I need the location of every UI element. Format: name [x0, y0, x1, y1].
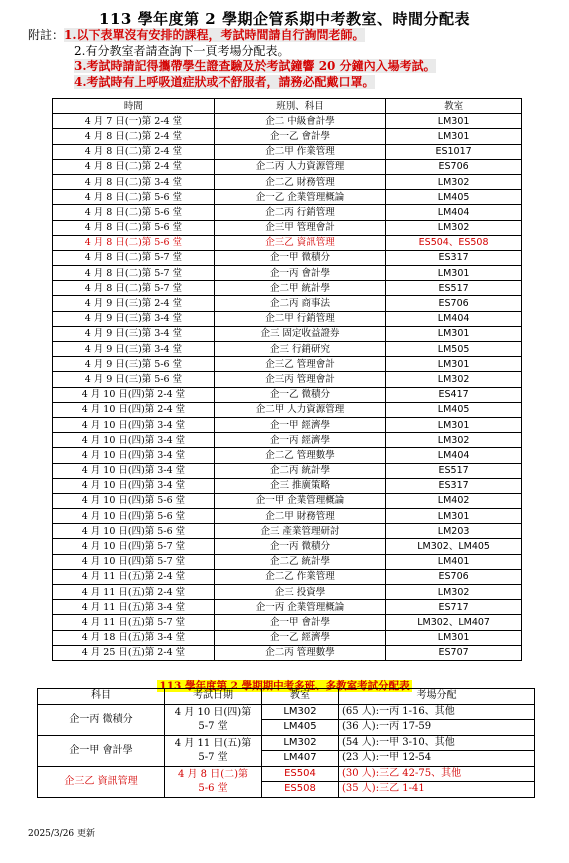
class-subject-cell: 企三丙 管理會計: [214, 372, 385, 387]
sub-date-cell: [165, 704, 262, 735]
sub-assignment-cell: (54 人):一甲 3-10、其他: [339, 735, 535, 751]
table-row: [53, 493, 522, 508]
time-cell: 4 月 9 日(三)第 3-4 堂: [53, 342, 215, 357]
table-row: [53, 585, 522, 600]
sub-date-line-1: 4 月 8 日(二)第: [177, 768, 249, 780]
class-subject-cell: 企一乙 企業管理概論: [214, 190, 385, 205]
class-subject-cell: 企二乙 作業管理: [214, 569, 385, 584]
table-header-row: [53, 99, 522, 114]
room-cell: ES517: [386, 463, 522, 478]
note-2-text: 2.有分教室者請查詢下一頁考場分配表。: [74, 43, 290, 58]
header-room: 教室: [386, 99, 522, 114]
sub-date-line-2: 5-7 堂: [198, 720, 228, 732]
sub-subject-cell: 企一丙 微積分: [38, 704, 165, 735]
note-line-3: [28, 59, 436, 75]
table-row: [53, 524, 522, 539]
room-cell: LM301: [386, 326, 522, 341]
sub-room-cell: LM302: [262, 735, 339, 751]
sub-room-cell: ES504: [262, 766, 339, 782]
sub-date-line-1: 4 月 10 日(四)第: [174, 706, 252, 718]
sub-assignment-cell: (23 人):一甲 12-54: [339, 751, 535, 767]
table-row: [53, 554, 522, 569]
sub-title-text: 113 學年度第 2 學期期中考多班、多教室考試分配表: [159, 680, 410, 692]
time-cell: 4 月 10 日(四)第 3-4 堂: [53, 433, 215, 448]
room-cell: LM401: [386, 554, 522, 569]
room-cell: LM302: [386, 433, 522, 448]
class-subject-cell: 企二丙 管理數學: [214, 645, 385, 660]
table-row: [53, 129, 522, 144]
sub-header-room: 教室: [262, 689, 339, 705]
time-cell: 4 月 25 日(五)第 2-4 堂: [53, 645, 215, 660]
sub-date-line-2: 5-6 堂: [198, 782, 228, 794]
class-subject-cell: 企二丙 行銷管理: [214, 205, 385, 220]
table-row: [53, 569, 522, 584]
table-row: [53, 326, 522, 341]
table-row: [53, 114, 522, 129]
time-cell: 4 月 8 日(二)第 2-4 堂: [53, 159, 215, 174]
class-subject-cell: 企一甲 企業管理概論: [214, 493, 385, 508]
sub-table-row: [38, 766, 535, 782]
time-cell: 4 月 8 日(二)第 5-7 堂: [53, 266, 215, 281]
class-subject-cell: 企二丙 統計學: [214, 463, 385, 478]
room-cell: ES317: [386, 250, 522, 265]
table-row: [53, 220, 522, 235]
class-subject-cell: 企二 中級會計學: [214, 114, 385, 129]
room-cell: ES504、ES508: [386, 235, 522, 250]
time-cell: 4 月 8 日(二)第 5-7 堂: [53, 250, 215, 265]
time-cell: 4 月 7 日(一)第 2-4 堂: [53, 114, 215, 129]
table-row: [53, 281, 522, 296]
time-cell: 4 月 9 日(三)第 3-4 堂: [53, 326, 215, 341]
room-cell: ES517: [386, 281, 522, 296]
time-cell: 4 月 8 日(二)第 5-6 堂: [53, 220, 215, 235]
class-subject-cell: 企三 固定收益證券: [214, 326, 385, 341]
time-cell: 4 月 11 日(五)第 2-4 堂: [53, 569, 215, 584]
table-row: [53, 509, 522, 524]
class-subject-cell: 企三 投資學: [214, 585, 385, 600]
room-cell: LM404: [386, 205, 522, 220]
sub-subject-cell: 企三乙 資訊管理: [38, 766, 165, 797]
room-cell: LM301: [386, 266, 522, 281]
room-cell: LM302: [386, 220, 522, 235]
time-cell: 4 月 10 日(四)第 5-6 堂: [53, 509, 215, 524]
sub-assignment-cell: (65 人):一丙 1-16、其他: [339, 704, 535, 720]
table-row: [53, 296, 522, 311]
room-cell: ES317: [386, 478, 522, 493]
header-class-subject: 班別、科目: [214, 99, 385, 114]
room-cell: ES707: [386, 645, 522, 660]
sub-header-date: 考試日期: [165, 689, 262, 705]
room-cell: LM302、LM405: [386, 539, 522, 554]
exam-schedule-table: [52, 98, 522, 661]
class-subject-cell: 企三乙 管理會計: [214, 357, 385, 372]
class-subject-cell: 企二甲 行銷管理: [214, 311, 385, 326]
table-row: [53, 463, 522, 478]
notes-prefix: 附註：: [28, 28, 65, 42]
sub-header-assignment: 考場分配: [339, 689, 535, 705]
multi-room-body: [38, 704, 535, 797]
time-cell: 4 月 8 日(二)第 5-7 堂: [53, 281, 215, 296]
time-cell: 4 月 10 日(四)第 5-6 堂: [53, 493, 215, 508]
class-subject-cell: 企二乙 管理數學: [214, 448, 385, 463]
table-row: [53, 357, 522, 372]
class-subject-cell: 企二甲 作業管理: [214, 144, 385, 159]
table-row: [53, 174, 522, 189]
table-row: [53, 448, 522, 463]
class-subject-cell: 企三 產業管理研討: [214, 524, 385, 539]
sub-subject-cell: 企一甲 會計學: [38, 735, 165, 766]
class-subject-cell: 企二乙 統計學: [214, 554, 385, 569]
room-cell: LM505: [386, 342, 522, 357]
table-row: [53, 235, 522, 250]
class-subject-cell: 企三 推廣策略: [214, 478, 385, 493]
sub-room-cell: LM302: [262, 704, 339, 720]
table-row: [53, 266, 522, 281]
sub-room-cell: LM407: [262, 751, 339, 767]
sub-date-line-2: 5-7 堂: [198, 751, 228, 763]
header-time: 時間: [53, 99, 215, 114]
room-cell: LM301: [386, 417, 522, 432]
table-row: [53, 372, 522, 387]
class-subject-cell: 企二甲 財務管理: [214, 509, 385, 524]
room-cell: LM301: [386, 129, 522, 144]
table-row: [53, 600, 522, 615]
note-3-text: 3.考試時請記得攜帶學生證查驗及於考試鐘響 20 分鐘內入場考試。: [74, 59, 436, 73]
table-row: [53, 144, 522, 159]
room-cell: LM302: [386, 585, 522, 600]
multi-room-table: [37, 688, 535, 798]
class-subject-cell: 企二丙 人力資源管理: [214, 159, 385, 174]
table-row: [53, 645, 522, 660]
room-cell: LM404: [386, 448, 522, 463]
table-row: [53, 630, 522, 645]
class-subject-cell: 企一甲 經濟學: [214, 417, 385, 432]
class-subject-cell: 企二丙 商事法: [214, 296, 385, 311]
time-cell: 4 月 8 日(二)第 5-6 堂: [53, 205, 215, 220]
time-cell: 4 月 10 日(四)第 3-4 堂: [53, 417, 215, 432]
class-subject-cell: 企一乙 微積分: [214, 387, 385, 402]
time-cell: 4 月 8 日(二)第 5-6 堂: [53, 190, 215, 205]
table-row: [53, 342, 522, 357]
time-cell: 4 月 18 日(五)第 3-4 堂: [53, 630, 215, 645]
table-row: [53, 417, 522, 432]
class-subject-cell: 企三乙 資訊管理: [214, 235, 385, 250]
class-subject-cell: 企三 行銷研究: [214, 342, 385, 357]
sub-assignment-cell: (35 人):三乙 1-41: [339, 782, 535, 798]
time-cell: 4 月 10 日(四)第 2-4 堂: [53, 402, 215, 417]
table-row: [53, 539, 522, 554]
class-subject-cell: 企一丙 企業管理概論: [214, 600, 385, 615]
sub-date-line-1: 4 月 11 日(五)第: [174, 737, 252, 749]
sub-date-cell: [165, 766, 262, 797]
time-cell: 4 月 9 日(三)第 5-6 堂: [53, 372, 215, 387]
table-row: [53, 478, 522, 493]
update-date: 2025/3/26 更新: [28, 829, 96, 839]
room-cell: LM301: [386, 114, 522, 129]
note-line-4: [28, 75, 436, 91]
class-subject-cell: 企二甲 人力資源管理: [214, 402, 385, 417]
class-subject-cell: 企一乙 經濟學: [214, 630, 385, 645]
time-cell: 4 月 9 日(三)第 2-4 堂: [53, 296, 215, 311]
time-cell: 4 月 8 日(二)第 3-4 堂: [53, 174, 215, 189]
table-row: [53, 311, 522, 326]
time-cell: 4 月 8 日(二)第 2-4 堂: [53, 144, 215, 159]
room-cell: ES717: [386, 600, 522, 615]
sub-header-subject: 科目: [38, 689, 165, 705]
time-cell: 4 月 10 日(四)第 5-7 堂: [53, 554, 215, 569]
table-row: [53, 159, 522, 174]
sub-room-cell: ES508: [262, 782, 339, 798]
room-cell: LM301: [386, 630, 522, 645]
table-row: [53, 250, 522, 265]
note-line-1: [28, 28, 436, 44]
room-cell: LM405: [386, 190, 522, 205]
room-cell: LM301: [386, 509, 522, 524]
page-title: 113 學年度第 2 學期企管系期中考教室、時間分配表: [99, 10, 470, 28]
room-cell: ES1017: [386, 144, 522, 159]
class-subject-cell: 企一乙 會計學: [214, 129, 385, 144]
class-subject-cell: 企三甲 管理會計: [214, 220, 385, 235]
table-row: [53, 402, 522, 417]
time-cell: 4 月 10 日(四)第 3-4 堂: [53, 463, 215, 478]
class-subject-cell: 企一丙 經濟學: [214, 433, 385, 448]
sub-table-row: [38, 735, 535, 751]
time-cell: 4 月 8 日(二)第 5-6 堂: [53, 235, 215, 250]
class-subject-cell: 企二甲 統計學: [214, 281, 385, 296]
time-cell: 4 月 11 日(五)第 3-4 堂: [53, 600, 215, 615]
room-cell: LM405: [386, 402, 522, 417]
note-1-text: 1.以下表單沒有安排的課程，考試時間請自行詢問老師。: [64, 28, 365, 42]
time-cell: 4 月 10 日(四)第 5-6 堂: [53, 524, 215, 539]
room-cell: ES706: [386, 569, 522, 584]
time-cell: 4 月 10 日(四)第 3-4 堂: [53, 448, 215, 463]
exam-schedule-body: [53, 114, 522, 661]
sub-room-cell: LM405: [262, 720, 339, 736]
sub-table-row: [38, 704, 535, 720]
sub-assignment-cell: (30 人):三乙 42-75、其他: [339, 766, 535, 782]
sub-header-row: [38, 689, 535, 705]
class-subject-cell: 企一丙 會計學: [214, 266, 385, 281]
room-cell: LM404: [386, 311, 522, 326]
notes-block: [28, 28, 436, 90]
table-row: [53, 615, 522, 630]
room-cell: LM302: [386, 174, 522, 189]
time-cell: 4 月 9 日(三)第 3-4 堂: [53, 311, 215, 326]
table-row: [53, 433, 522, 448]
time-cell: 4 月 11 日(五)第 2-4 堂: [53, 585, 215, 600]
room-cell: LM402: [386, 493, 522, 508]
table-row: [53, 205, 522, 220]
room-cell: ES417: [386, 387, 522, 402]
sub-assignment-cell: (36 人):一丙 17-59: [339, 720, 535, 736]
time-cell: 4 月 10 日(四)第 2-4 堂: [53, 387, 215, 402]
table-row: [53, 387, 522, 402]
class-subject-cell: 企一丙 微積分: [214, 539, 385, 554]
time-cell: 4 月 10 日(四)第 5-7 堂: [53, 539, 215, 554]
room-cell: ES706: [386, 159, 522, 174]
time-cell: 4 月 11 日(五)第 5-7 堂: [53, 615, 215, 630]
room-cell: LM302、LM407: [386, 615, 522, 630]
room-cell: LM301: [386, 357, 522, 372]
time-cell: 4 月 8 日(二)第 2-4 堂: [53, 129, 215, 144]
sub-date-cell: [165, 735, 262, 766]
room-cell: LM203: [386, 524, 522, 539]
class-subject-cell: 企一甲 微積分: [214, 250, 385, 265]
time-cell: 4 月 10 日(四)第 3-4 堂: [53, 478, 215, 493]
class-subject-cell: 企一甲 會計學: [214, 615, 385, 630]
room-cell: LM302: [386, 372, 522, 387]
time-cell: 4 月 9 日(三)第 5-6 堂: [53, 357, 215, 372]
room-cell: ES706: [386, 296, 522, 311]
table-row: [53, 190, 522, 205]
note-4-text: 4.考試時有上呼吸道症狀或不舒服者，請務必配戴口罩。: [74, 74, 375, 89]
class-subject-cell: 企二乙 財務管理: [214, 174, 385, 189]
